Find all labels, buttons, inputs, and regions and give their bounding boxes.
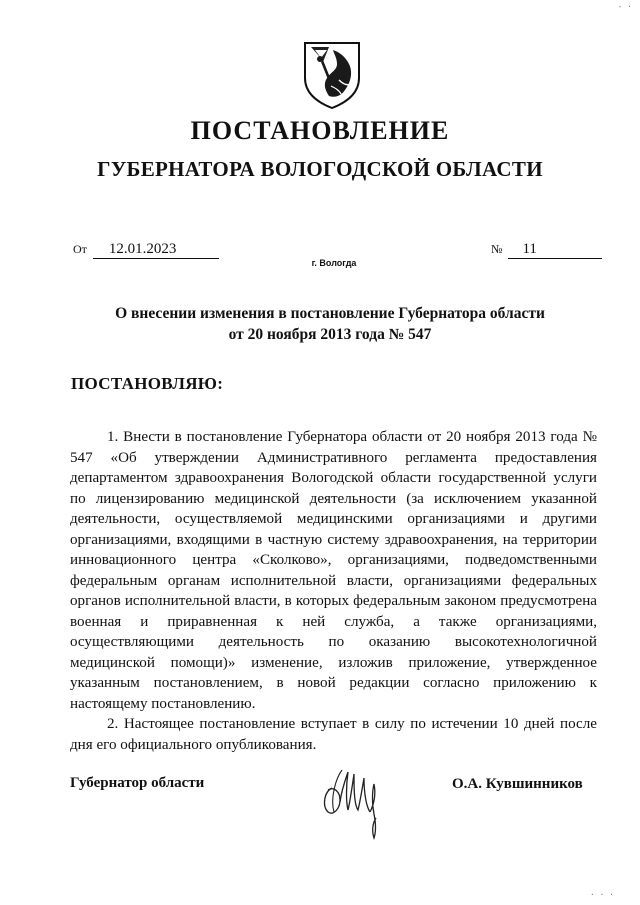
handwritten-signature-icon	[318, 758, 390, 842]
body-paragraph-2: 2. Настоящее постановление вступает в силу по истечении 10 дней после дня его официального опубликования.	[70, 716, 597, 753]
scan-mark-top: - ·	[617, 2, 632, 11]
document-title: ПОСТАНОВЛЕНИЕ	[190, 116, 450, 145]
date-prefix: От	[73, 242, 87, 256]
subject-line-1: О внесении изменения в постановление Губернатора области	[115, 305, 545, 322]
subject-line-2: от 20 ноября 2013 года № 547	[228, 326, 432, 343]
date-value: 12.01.2023	[93, 241, 219, 259]
number-value: 11	[508, 241, 602, 259]
coat-of-arms-icon	[301, 40, 363, 110]
date-field	[73, 241, 219, 259]
scan-mark-bottom: · · ·	[589, 890, 614, 899]
city-label: г. Вологда	[311, 258, 357, 268]
document-body	[70, 427, 597, 755]
document-issuer: ГУБЕРНАТОРА ВОЛОГОДСКОЙ ОБЛАСТИ	[97, 157, 543, 181]
body-paragraph-1: 1. Внести в постановление Губернатора области от 20 ноября 2013 года № 547 «Об утверждении Административного регламента предоставления департаментом здравоохранения Вологодской области государственной услуги по лицензированию медицинской деятельности (за исключением указанной деятельности, осуществляемой медицинскими организациями и другими организациями, входящими в частную систему здравоохранения, на территории инновационного центра «Сколково», организациями, подведомственными федеральным органам исполнительной власти, организациями федеральных органов исполнительной власти, в которых федеральным законом предусмотрена военная и приравненная к ней служба, а также организациями, осуществляющими деятельность по оказанию высокотехнологичной медицинской помощи)» изменение, изложив приложение, утвержденное указанным постановлением, в новой редакции согласно приложению к настоящему постановлению.	[70, 429, 597, 712]
signatory-name: О.А. Кувшинников	[452, 776, 583, 792]
number-prefix: №	[491, 242, 503, 256]
decree-heading: ПОСТАНОВЛЯЮ:	[71, 374, 224, 393]
number-field	[491, 241, 602, 259]
signatory-position: Губернатор области	[70, 775, 205, 791]
document-subject	[60, 303, 600, 345]
